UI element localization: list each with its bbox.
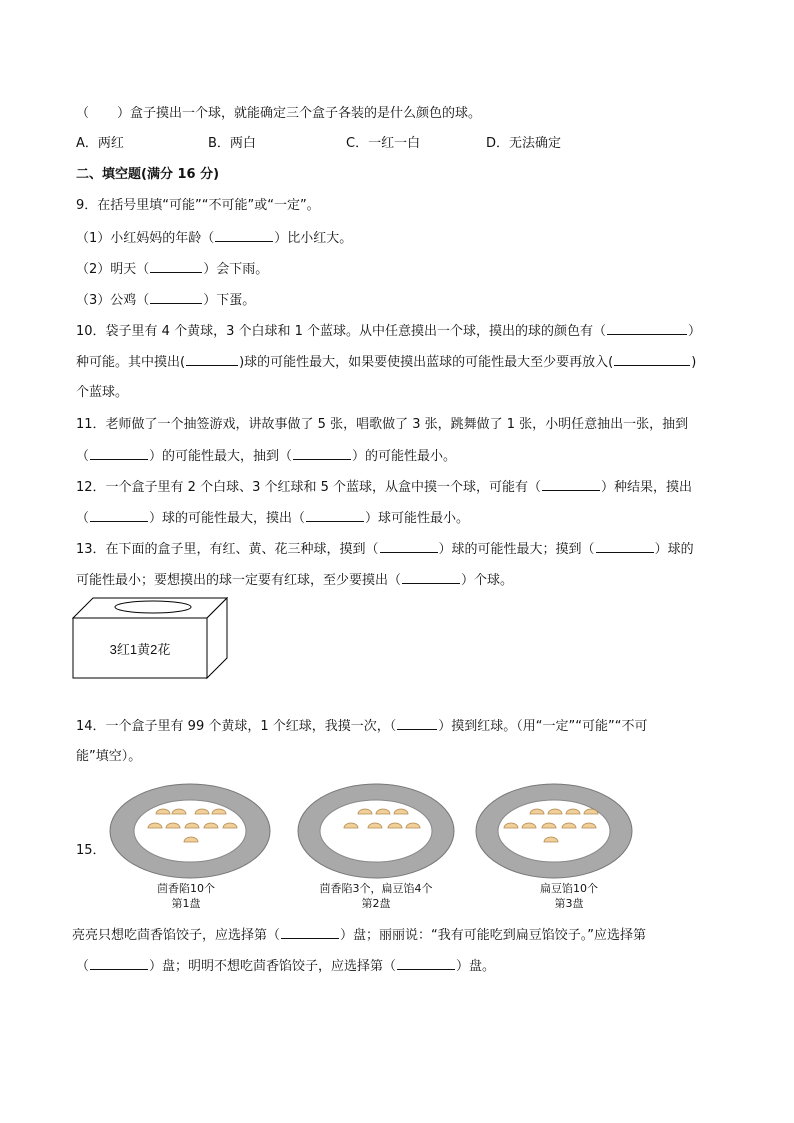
plate-2-caption: 茴香陷3个，扁豆馅4个 第2盘 <box>319 882 433 910</box>
q15-line-2: （ ）盘；明明不想吃茴香馅饺子，应选择第（ ）盘。 <box>76 959 496 974</box>
q9-item-2: （2）明天（ ）会下雨。 <box>76 262 269 277</box>
ball-box-figure <box>72 597 232 685</box>
q12-line-2: （ ）球的可能性最大，摸出（ ）球可能性最小。 <box>76 511 470 526</box>
answer-blank[interactable] <box>542 479 600 491</box>
q13-line-1: 13．在下面的盒子里，有红、黄、花三种球，摸到（ ）球的可能性最大；摸到（ ）球的 <box>76 542 694 557</box>
option-b[interactable]: B．两白 <box>208 136 256 151</box>
q14-line-2: 能”填空）。 <box>76 749 142 764</box>
box-opening <box>115 601 191 613</box>
answer-blank[interactable] <box>150 292 202 304</box>
answer-blank[interactable] <box>402 572 460 584</box>
q9-stem: 9．在括号里填“可能”“不可能”或“一定”。 <box>76 198 320 213</box>
plate-2 <box>296 781 456 885</box>
q13-line-2: 可能性最小；要想摸出的球一定要有红球，至少要摸出（ ）个球。 <box>76 573 514 588</box>
answer-blank[interactable] <box>380 541 438 553</box>
plate-1-caption: 茴香陷10个 第1盘 <box>157 882 215 910</box>
q8-stem: （ ）盒子摸出一个球，就能确定三个盒子各装的是什么颜色的球。 <box>76 106 482 121</box>
answer-blank[interactable] <box>397 718 437 730</box>
answer-blank[interactable] <box>90 958 148 970</box>
q10-line-2: 种可能。其中摸出( )球的可能性最大，如果要使摸出蓝球的可能性最大至少要再放入( ) <box>76 355 697 370</box>
answer-blank[interactable] <box>90 448 148 460</box>
section-title: 二、填空题(满分 16 分) <box>76 167 220 182</box>
answer-blank[interactable] <box>596 541 654 553</box>
box-label: 3红1黄2花 <box>109 642 171 657</box>
q11-line-1: 11．老师做了一个抽签游戏，讲故事做了 5 张，唱歌做了 3 张，跳舞做了 1 张，小明任意抽出一张，抽到 <box>76 417 689 432</box>
q9-item-1: （1）小红妈妈的年龄（ ）比小红大。 <box>76 231 353 246</box>
plate-1-drawing <box>108 781 272 881</box>
answer-blank[interactable] <box>150 261 202 273</box>
plate-3-drawing <box>474 781 634 881</box>
q15-line-1: 亮亮只想吃茴香馅饺子，应选择第（ ）盘；丽丽说：“我有可能吃到扁豆馅饺子。”应选择第 <box>72 928 646 943</box>
option-c[interactable]: C．一红一白 <box>346 136 421 151</box>
option-d[interactable]: D．无法确定 <box>486 136 562 151</box>
plate-1 <box>108 781 272 885</box>
answer-blank[interactable] <box>215 230 273 242</box>
answer-blank[interactable] <box>186 354 238 366</box>
q10-line-1: 10．袋子里有 4 个黄球，3 个白球和 1 个蓝球。从中任意摸出一个球，摸出的球的颜色有（ ） <box>76 324 702 339</box>
q10-line-3: 个蓝球。 <box>76 385 129 400</box>
answer-blank[interactable] <box>397 958 455 970</box>
q12-line-1: 12．一个盒子里有 2 个白球、3 个红球和 5 个蓝球，从盒中摸一个球，可能有（ ）种结果，摸出 <box>76 480 693 495</box>
q15-number: 15． <box>76 843 106 858</box>
plate-3 <box>474 781 634 885</box>
answer-blank[interactable] <box>306 510 364 522</box>
answer-blank[interactable] <box>607 323 687 335</box>
q14-line-1: 14．一个盒子里有 99 个黄球，1 个红球，我摸一次，（ ）摸到红球。（用“一定”“可能”“不可 <box>76 719 648 734</box>
answer-blank[interactable] <box>90 510 148 522</box>
q9-item-3: （3）公鸡（ ）下蛋。 <box>76 293 256 308</box>
q11-line-2: （ ）的可能性最大，抽到（ ）的可能性最小。 <box>76 449 457 464</box>
answer-blank[interactable] <box>614 354 690 366</box>
option-a[interactable]: A．两红 <box>76 136 124 151</box>
plate-2-drawing <box>296 781 456 881</box>
plate-3-caption: 扁豆馅10个 第3盘 <box>540 882 598 910</box>
answer-blank[interactable] <box>281 927 339 939</box>
answer-blank[interactable] <box>293 448 351 460</box>
